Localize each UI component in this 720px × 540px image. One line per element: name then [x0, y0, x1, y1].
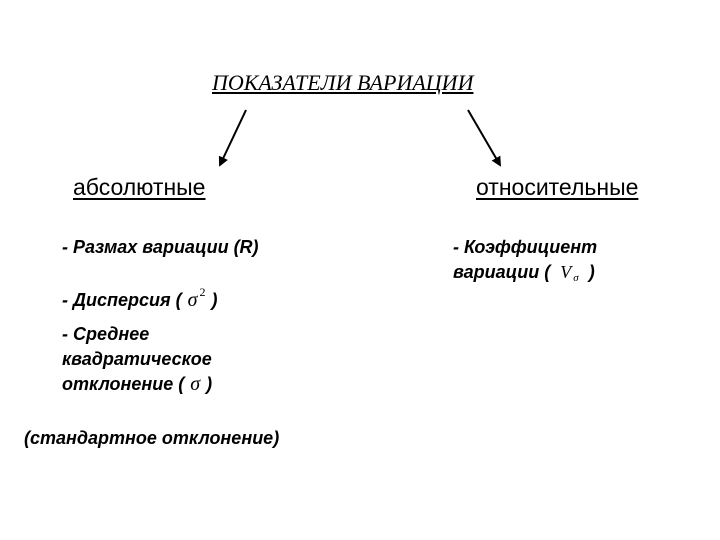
cv-subscript: σ	[573, 272, 579, 284]
std-line3-prefix: отклонение (	[62, 374, 185, 394]
dispersion-power: 2	[199, 285, 206, 299]
item-coefficient-of-variation	[453, 235, 597, 291]
sigma-symbol	[187, 285, 206, 311]
std-line3	[62, 372, 212, 397]
std-line3-suffix: )	[206, 374, 213, 394]
item-std-alt: (стандартное отклонение)	[24, 428, 280, 448]
item-dispersion	[62, 280, 217, 313]
cv-symbol: V	[560, 262, 572, 282]
dispersion-symbol: σ	[187, 289, 198, 311]
page-title: ПОКАЗАТЕЛИ ВАРИАЦИИ	[212, 70, 474, 95]
std-symbol: σ	[190, 373, 201, 395]
arrow-to-absolute	[220, 110, 246, 165]
dispersion-suffix: )	[211, 290, 218, 310]
cv-line2-prefix: вариации (	[453, 262, 551, 282]
cv-line2	[453, 260, 597, 291]
arrow-to-relative	[468, 110, 500, 165]
cv-line1: - Коэффициент	[453, 237, 598, 257]
category-relative: относительные	[476, 174, 639, 200]
std-line2: квадратическое	[62, 349, 212, 369]
std-line1: - Среднее	[62, 324, 150, 344]
dispersion-prefix: - Дисперсия (	[62, 290, 182, 310]
item-std-deviation	[62, 322, 212, 397]
cv-line2-suffix: )	[588, 262, 595, 282]
category-absolute: абсолютные	[73, 174, 206, 200]
item-range: - Размах вариации (R)	[62, 237, 259, 257]
